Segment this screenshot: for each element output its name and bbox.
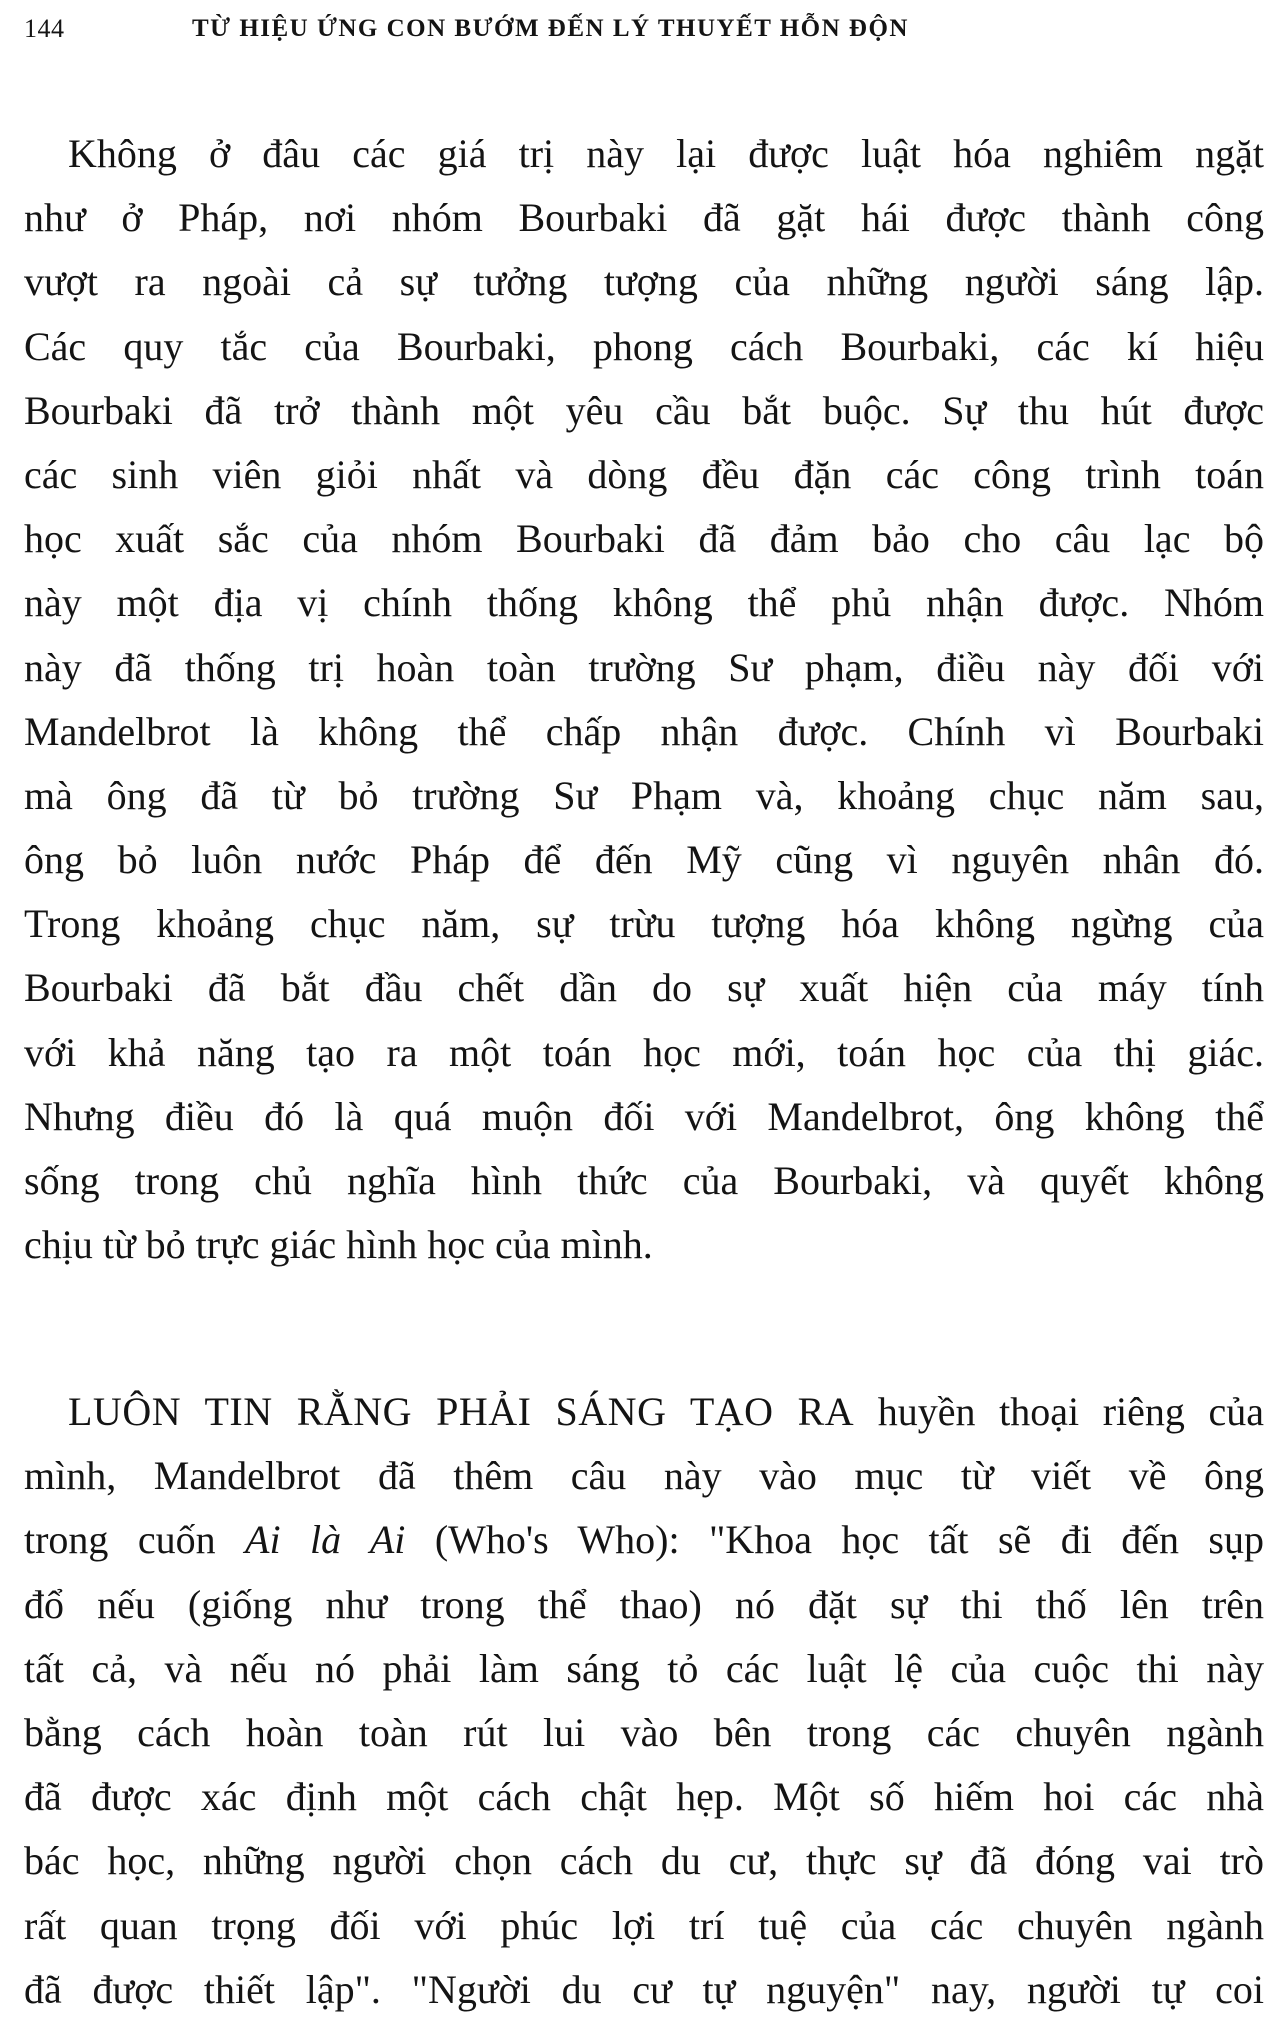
text-line: mà ông đã từ bỏ trường Sư Phạm và, khoảng chục năm sau, <box>24 772 1264 818</box>
text-line: chịu từ bỏ trực giác hình học của mình. <box>24 1222 653 1268</box>
text-line: bằng cách hoàn toàn rút lui vào bên trong các chuyên ngành <box>24 1709 1264 1755</box>
book-title-italic: Ai là Ai <box>245 1517 406 1563</box>
text-run: (Who's Who): "Khoa học tất sẽ đi đến sụp <box>405 1517 1265 1563</box>
text-line: tất cả, và nếu nó phải làm sáng tỏ các luật lệ của cuộc thi này <box>24 1645 1264 1691</box>
text-line: học xuất sắc của nhóm Bourbaki đã đảm bảo cho câu lạc bộ <box>24 516 1264 562</box>
text-line: ông bỏ luôn nước Pháp để đến Mỹ cũng vì nguyên nhân đó. <box>24 837 1264 883</box>
body-paragraph-1 <box>24 122 1264 1277</box>
text-run: huyền thoại riêng của <box>854 1389 1264 1434</box>
text-line: mình, Mandelbrot đã thêm câu này vào mục từ viết về ông <box>24 1453 1264 1499</box>
text-line: các sinh viên giỏi nhất và dòng đều đặn các công trình toán <box>24 451 1264 497</box>
text-line: như ở Pháp, nơi nhóm Bourbaki đã gặt hái được thành công <box>24 195 1264 241</box>
text-line: vượt ra ngoài cả sự tưởng tượng của những người sáng lập. <box>24 259 1264 305</box>
text-line: này một địa vị chính thống không thể phủ nhận được. Nhóm <box>24 580 1264 626</box>
text-line: Mandelbrot là không thể chấp nhận được. Chính vì Bourbaki <box>24 708 1264 754</box>
text-line: đã được xác định một cách chật hẹp. Một số hiếm hoi các nhà <box>24 1774 1264 1820</box>
text-line: Không ở đâu các giá trị này lại được luật hóa nghiêm ngặt <box>68 131 1264 176</box>
text-line: với khả năng tạo ra một toán học mới, toán học của thị giác. <box>24 1029 1264 1075</box>
running-head <box>24 12 1224 52</box>
text-line: Nhưng điều đó là quá muộn đối với Mandelbrot, ông không thể <box>24 1093 1264 1139</box>
text-line: Các quy tắc của Bourbaki, phong cách Bourbaki, các kí hiệu <box>24 323 1264 369</box>
running-title: TỪ HIỆU ỨNG CON BƯỚM ĐẾN LÝ THUYẾT HỖN ĐỘN <box>192 15 909 42</box>
text-line: Bourbaki đã trở thành một yêu cầu bắt buộc. Sự thu hút được <box>24 387 1264 433</box>
text-line: này đã thống trị hoàn toàn trường Sư phạm, điều này đối với <box>24 644 1264 690</box>
text-line: rất quan trọng đối với phúc lợi trí tuệ của các chuyên ngành <box>24 1902 1264 1948</box>
text-line: bác học, những người chọn cách du cư, thực sự đã đóng vai trò <box>24 1838 1264 1884</box>
text-run: trong cuốn <box>24 1517 246 1563</box>
text-line <box>24 1508 1264 1572</box>
page-number: 144 <box>24 14 65 43</box>
lead-in-caps: LUÔN TIN RẰNG PHẢI SÁNG TẠO RA <box>68 1389 855 1434</box>
text-line: đã được thiết lập". "Người du cư tự nguyện" nay, người tự coi <box>24 1966 1264 2012</box>
text-line: Bourbaki đã bắt đầu chết dần do sự xuất hiện của máy tính <box>24 965 1264 1011</box>
text-line: Trong khoảng chục năm, sự trừu tượng hóa không ngừng của <box>24 901 1264 947</box>
text-line: sống trong chủ nghĩa hình thức của Bourbaki, và quyết không <box>24 1158 1264 1203</box>
text-line <box>24 1380 1264 1444</box>
text-line: đổ nếu (giống như trong thể thao) nó đặt sự thi thố lên trên <box>24 1581 1264 1627</box>
body-paragraph-2 <box>24 1380 1264 2022</box>
